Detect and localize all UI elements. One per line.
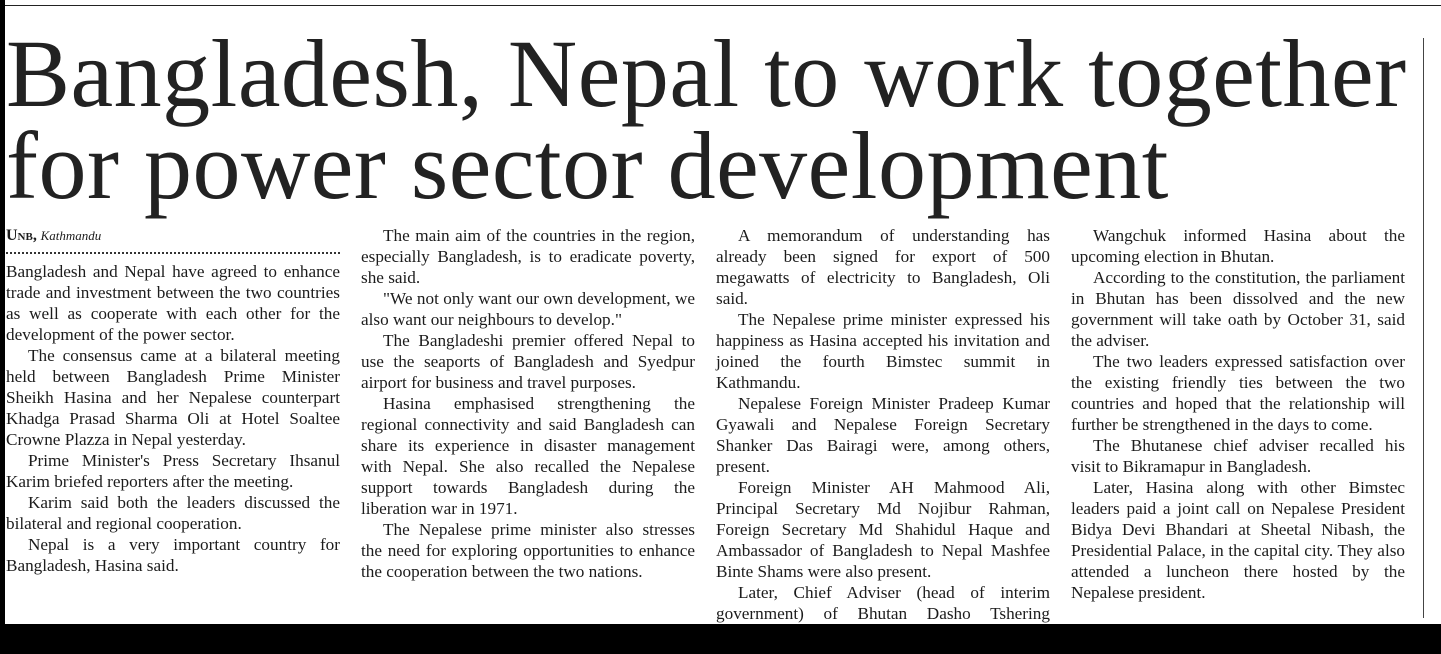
paragraph: Foreign Minister AH Mahmood Ali, Principal Secretary Md Nojibur Rahman, Foreign Secretary Md Shahidul Haque and Ambassador of Bangladesh to Nepal Mashfee Binte Shams were also present. — [716, 478, 1050, 581]
paragraph: The two leaders expressed satisfaction over the existing friendly ties between the two countries and hoped that the relationship will further be strengthened in the days to come. — [1071, 352, 1405, 434]
left-edge-bar — [0, 0, 5, 654]
top-rule — [0, 5, 1441, 6]
paragraph: The Bhutanese chief adviser recalled his visit to Bikramapur in Bangladesh. — [1071, 436, 1405, 476]
headline-line-1: Bangladesh, Nepal to work together — [6, 20, 1407, 127]
paragraph: Later, Chief Adviser (head of interim government) of Bhutan Dasho Tshering — [716, 583, 1050, 623]
paragraph: The consensus came at a bilateral meeting held between Bangladesh Prime Minister Sheikh Hasina and her Nepalese counterpart Khadga Prasad Sharma Oli at Hotel Soaltee Crowne Plazza in Nepal yesterday. — [6, 346, 340, 449]
paragraph: Bangladesh and Nepal have agreed to enhance trade and investment between the two countries as well as cooperate with each other for the development of the power sector. — [6, 262, 340, 344]
paragraph: A memorandum of understanding has already been signed for export of 500 megawatts of electricity to Bangladesh, Oli said. — [716, 226, 1050, 308]
paragraph: Karim said both the leaders discussed the bilateral and regional cooperation. — [6, 493, 340, 533]
byline — [6, 225, 340, 246]
paragraph: Nepalese Foreign Minister Pradeep Kumar Gyawali and Nepalese Foreign Secretary Shanker Das Bairagi were, among others, present. — [716, 394, 1050, 476]
paragraph: The Nepalese prime minister also stresses the need for exploring opportunities to enhance the cooperation between the two nations. — [361, 520, 695, 581]
byline-place: Kathmandu — [40, 228, 102, 243]
article-column-3 — [716, 225, 1050, 625]
article-column-4 — [1071, 225, 1405, 625]
paragraph: According to the constitution, the parliament in Bhutan has been dissolved and the new government will take oath by October 31, said the adviser. — [1071, 268, 1405, 350]
paragraph: Wangchuk informed Hasina about the upcoming election in Bhutan. — [1071, 226, 1405, 266]
paragraph: The main aim of the countries in the region, especially Bangladesh, is to eradicate poverty, she said. — [361, 226, 695, 287]
byline-divider — [6, 252, 340, 257]
paragraph: The Bangladeshi premier offered Nepal to use the seaports of Bangladesh and Syedpur airport for business and travel purposes. — [361, 331, 695, 392]
paragraph: Prime Minister's Press Secretary Ihsanul Karim briefed reporters after the meeting. — [6, 451, 340, 491]
paragraph: "We not only want our own development, we also want our neighbours to develop." — [361, 289, 695, 329]
paragraph: The Nepalese prime minister expressed his happiness as Hasina accepted his invitation and joined the fourth Bimstec summit in Kathmandu. — [716, 310, 1050, 392]
bottom-edge-bar — [0, 624, 1441, 654]
column-rule-right — [1423, 38, 1424, 618]
article-column-1 — [6, 225, 340, 625]
paragraph: Later, Hasina along with other Bimstec leaders paid a joint call on Nepalese President Bidya Devi Bhandari at Sheetal Nibash, the Presidential Palace, in the capital city. They also attended a luncheon there hosted by the Nepalese president. — [1071, 478, 1405, 602]
byline-agency: Unb, — [6, 227, 37, 244]
headline-line-2: for power sector development — [6, 112, 1169, 219]
headline — [6, 20, 1416, 219]
paragraph: Hasina emphasised strengthening the regional connectivity and said Bangladesh can share its experience in disaster management with Nepal. She also recalled the Nepalese support towards Bangladesh during the liberation war in 1971. — [361, 394, 695, 518]
paragraph: Nepal is a very important country for Bangladesh, Hasina said. — [6, 535, 340, 575]
article-column-2 — [361, 225, 695, 625]
